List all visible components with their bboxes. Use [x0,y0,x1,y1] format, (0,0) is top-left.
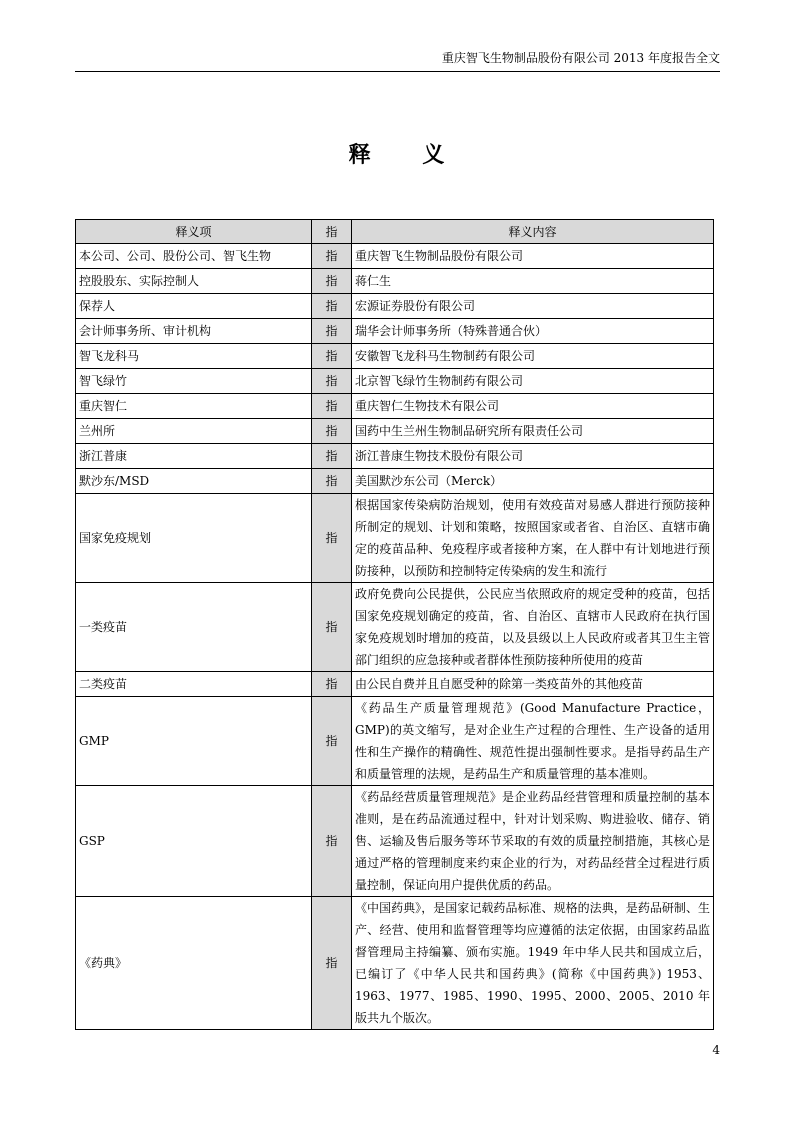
table-row [76,494,714,583]
table-row [76,394,714,419]
row-content: 安徽智飞龙科马生物制药有限公司 [352,344,714,369]
table-row [76,444,714,469]
row-ref: 指 [312,494,352,583]
row-content: 瑞华会计师事务所（特殊普通合伙） [352,319,714,344]
row-ref: 指 [312,369,352,394]
table-row [76,244,714,269]
row-ref: 指 [312,394,352,419]
row-content: 美国默沙东公司（Merck） [352,469,714,494]
row-term: 二类疫苗 [76,672,312,697]
row-term: 重庆智仁 [76,394,312,419]
row-term: 《药典》 [76,897,312,1030]
row-term: 保荐人 [76,294,312,319]
row-ref: 指 [312,319,352,344]
page-title: 释 义 [348,143,467,168]
row-content: 蒋仁生 [352,269,714,294]
row-content: 由公民自费并且自愿受种的除第一类疫苗外的其他疫苗 [352,672,714,697]
row-term: 国家免疫规划 [76,494,312,583]
row-term: 智飞龙科马 [76,344,312,369]
header-term: 释义项 [76,220,312,244]
row-ref: 指 [312,697,352,786]
row-term: 兰州所 [76,419,312,444]
row-content: 国药中生兰州生物制品研究所有限责任公司 [352,419,714,444]
table-row [76,269,714,294]
row-term: GMP [76,697,312,786]
row-content: 重庆智仁生物技术有限公司 [352,394,714,419]
row-content: 政府免费向公民提供，公民应当依照政府的规定受种的疫苗，包括国家免疫规划确定的疫苗，省、自治区、直辖市人民政府在执行国家免疫规划时增加的疫苗，以及县级以上人民政府或者其卫生主管部门组织的应急接种或者群体性预防接种所使用的疫苗 [352,583,714,672]
row-ref: 指 [312,672,352,697]
table-row [76,697,714,786]
table-row [76,897,714,1030]
table-row [76,469,714,494]
header-rule [75,71,720,72]
row-ref: 指 [312,444,352,469]
row-ref: 指 [312,786,352,897]
row-term: 控股股东、实际控制人 [76,269,312,294]
document-header: 重庆智飞生物制品股份有限公司 2013 年度报告全文 [441,51,720,65]
table-row [76,419,714,444]
table-row [76,672,714,697]
row-term: GSP [76,786,312,897]
header-content: 释义内容 [352,220,714,244]
row-ref: 指 [312,269,352,294]
row-term: 本公司、公司、股份公司、智飞生物 [76,244,312,269]
table-row [76,786,714,897]
row-ref: 指 [312,469,352,494]
row-term: 浙江普康 [76,444,312,469]
table-header-row [76,220,714,244]
row-content: 宏源证券股份有限公司 [352,294,714,319]
row-content: 《药品生产质量管理规范》(Good Manufacture Practice，GMP)的英文缩写，是对企业生产过程的合理性、生产设备的适用性和生产操作的精确性、规范性提出强制性要求。是指导药品生产和质量管理的法规，是药品生产和质量管理的基本准则。 [352,697,714,786]
table-row [76,344,714,369]
row-ref: 指 [312,344,352,369]
row-content: 《中国药典》，是国家记载药品标准、规格的法典，是药品研制、生产、经营、使用和监督管理等均应遵循的法定依据，由国家药品监督管理局主持编纂、颁布实施。1949 年中华人民共和国成立后，已编订了《中华人民共和国药典》(简称《中国药典》) 1953、1963、1977、1985、1990、1995、2000、2005、2010 年版共九个版次。 [352,897,714,1030]
row-term: 智飞绿竹 [76,369,312,394]
row-term: 一类疫苗 [76,583,312,672]
row-ref: 指 [312,897,352,1030]
row-term: 默沙东/MSD [76,469,312,494]
row-content: 浙江普康生物技术股份有限公司 [352,444,714,469]
row-ref: 指 [312,294,352,319]
table-row [76,583,714,672]
row-content: 根据国家传染病防治规划，使用有效疫苗对易感人群进行预防接种所制定的规划、计划和策略，按照国家或者省、自治区、直辖市确定的疫苗品种、免疫程序或者接种方案，在人群中有计划地进行预防接种，以预防和控制特定传染病的发生和流行 [352,494,714,583]
row-ref: 指 [312,583,352,672]
table-row [76,369,714,394]
definitions-table [75,219,714,1030]
row-content: 《药品经营质量管理规范》是企业药品经营管理和质量控制的基本准则，是在药品流通过程中，针对计划采购、购进验收、储存、销售、运输及售后服务等环节采取的有效的质量控制措施，其核心是通过严格的管理制度来约束企业的行为，对药品经营全过程进行质量控制，保证向用户提供优质的药品。 [352,786,714,897]
table-row [76,294,714,319]
row-term: 会计师事务所、审计机构 [76,319,312,344]
page-number: 4 [712,1043,720,1057]
row-content: 北京智飞绿竹生物制药有限公司 [352,369,714,394]
row-ref: 指 [312,244,352,269]
row-ref: 指 [312,419,352,444]
row-content: 重庆智飞生物制品股份有限公司 [352,244,714,269]
header-ref: 指 [312,220,352,244]
table-row [76,319,714,344]
